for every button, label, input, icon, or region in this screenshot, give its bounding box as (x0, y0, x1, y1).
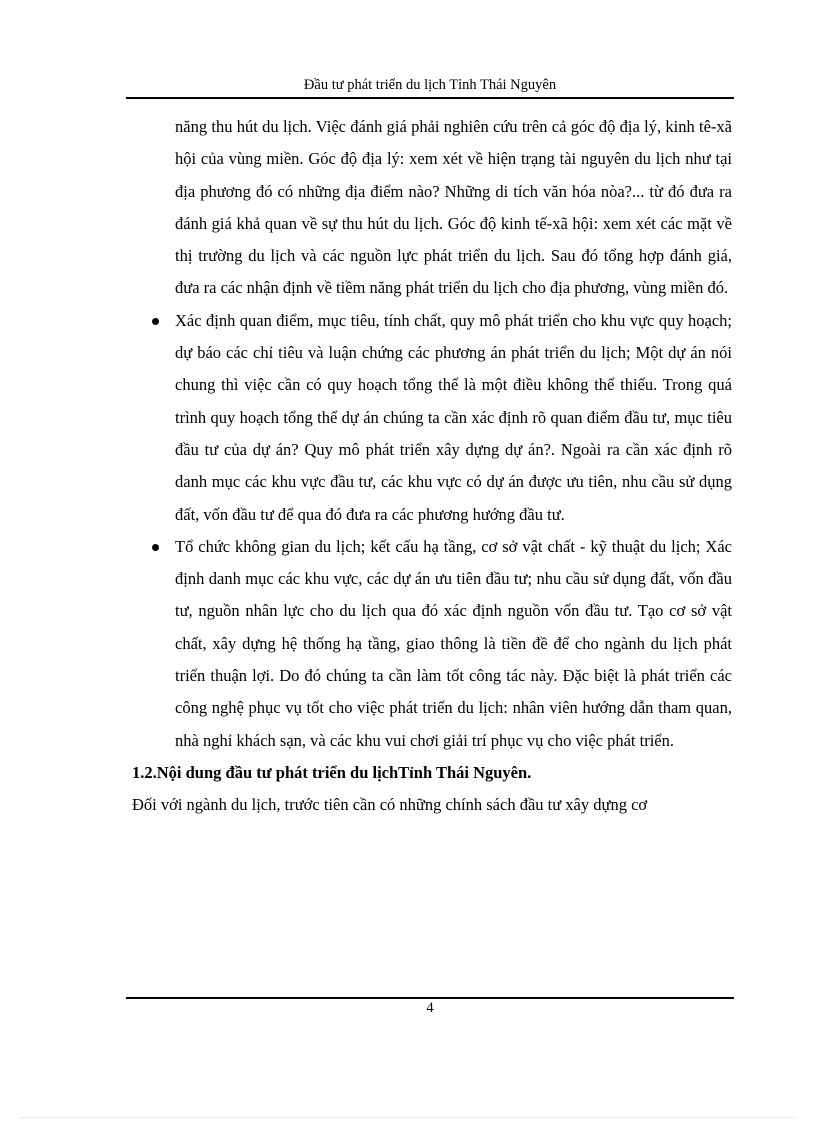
bullet-dot-icon (152, 544, 159, 551)
header-rule (126, 97, 734, 99)
bullet-dot-icon (152, 318, 159, 325)
section-paragraph: Đối với ngành du lịch, trước tiên cần có những chính sách đầu tư xây dựng cơ (132, 795, 648, 815)
page-edge-divider (20, 1117, 796, 1118)
bullet-item (132, 305, 732, 531)
page-number: 4 (426, 1000, 434, 1016)
bullet-text: Xác định quan điểm, mục tiêu, tính chất, quy mô phát triển cho khu vực quy hoạch; dự báo các chỉ tiêu và luận chứng các phương án phát triển du lịch; Một dự án nói chung thì việc cần có quy hoạch tổng thể là một điều không thể thiếu. Trong quá trình quy hoạch tổng thể dự án chúng ta cần xác định rõ quan điểm đầu tư, mục tiêu đầu tư của dự án? Quy mô phát triển xây dựng dự án?. Ngoài ra cần xác định rõ danh mục các khu vực đầu tư, các khu vực có dự án được ưu tiên, nhu cầu sử dụng đất, vốn đầu tư để qua đó đưa ra các phương hướng đầu tư. (175, 310, 732, 524)
document-body (132, 111, 732, 822)
page-header-title: Đầu tư phát triển du lịch Tỉnh Thái Nguyên (303, 77, 557, 93)
continuation-paragraph: năng thu hút du lịch. Việc đánh giá phải nghiên cứu trên cả góc độ địa lý, kinh tê-xã hội của vùng miền. Góc độ địa lý: xem xét về hiện trạng tài nguyên du lịch như tại địa phương đó có những địa điểm nào? Những di tích văn hóa nòa?... từ đó đưa ra đánh giá khả quan về sự thu hút du lịch. Góc độ kinh tế-xã hội: xem xét các mặt về thị trường du lịch và các nguồn lực phát triển du lịch. Sau đó tổng hợp đánh giá, đưa ra các nhận định về tiềm năng phát triển du lịch cho địa phương, vùng miền đó. (175, 117, 732, 298)
section-heading: 1.2.Nội dung đầu tư phát triển du lịchTỉnh Thái Nguyên. (132, 762, 532, 782)
bullet-text: Tổ chức không gian du lịch; kết cấu hạ tầng, cơ sở vật chất - kỹ thuật du lịch; Xác định danh mục các khu vực, các dự án ưu tiên đầu tư; nhu cầu sử dụng đất, vốn đầu tư, nguồn nhân lực cho du lịch qua đó xác định nguồn vốn đầu tư. Tạo cơ sở vật chất, xây dựng hệ thống hạ tầng, giao thông là tiền đề để cho ngành du lịch phát triển thuận lợi. Do đó chúng ta cần làm tốt công tác này. Đặc biệt là phát triển các công nghệ phục vụ tốt cho việc phát triển du lịch: nhân viên hướng dẫn tham quan, nhà nghỉ khách sạn, và các khu vui chơi giải trí phục vụ cho việc phát triển. (175, 536, 732, 750)
bullet-item (132, 531, 732, 757)
